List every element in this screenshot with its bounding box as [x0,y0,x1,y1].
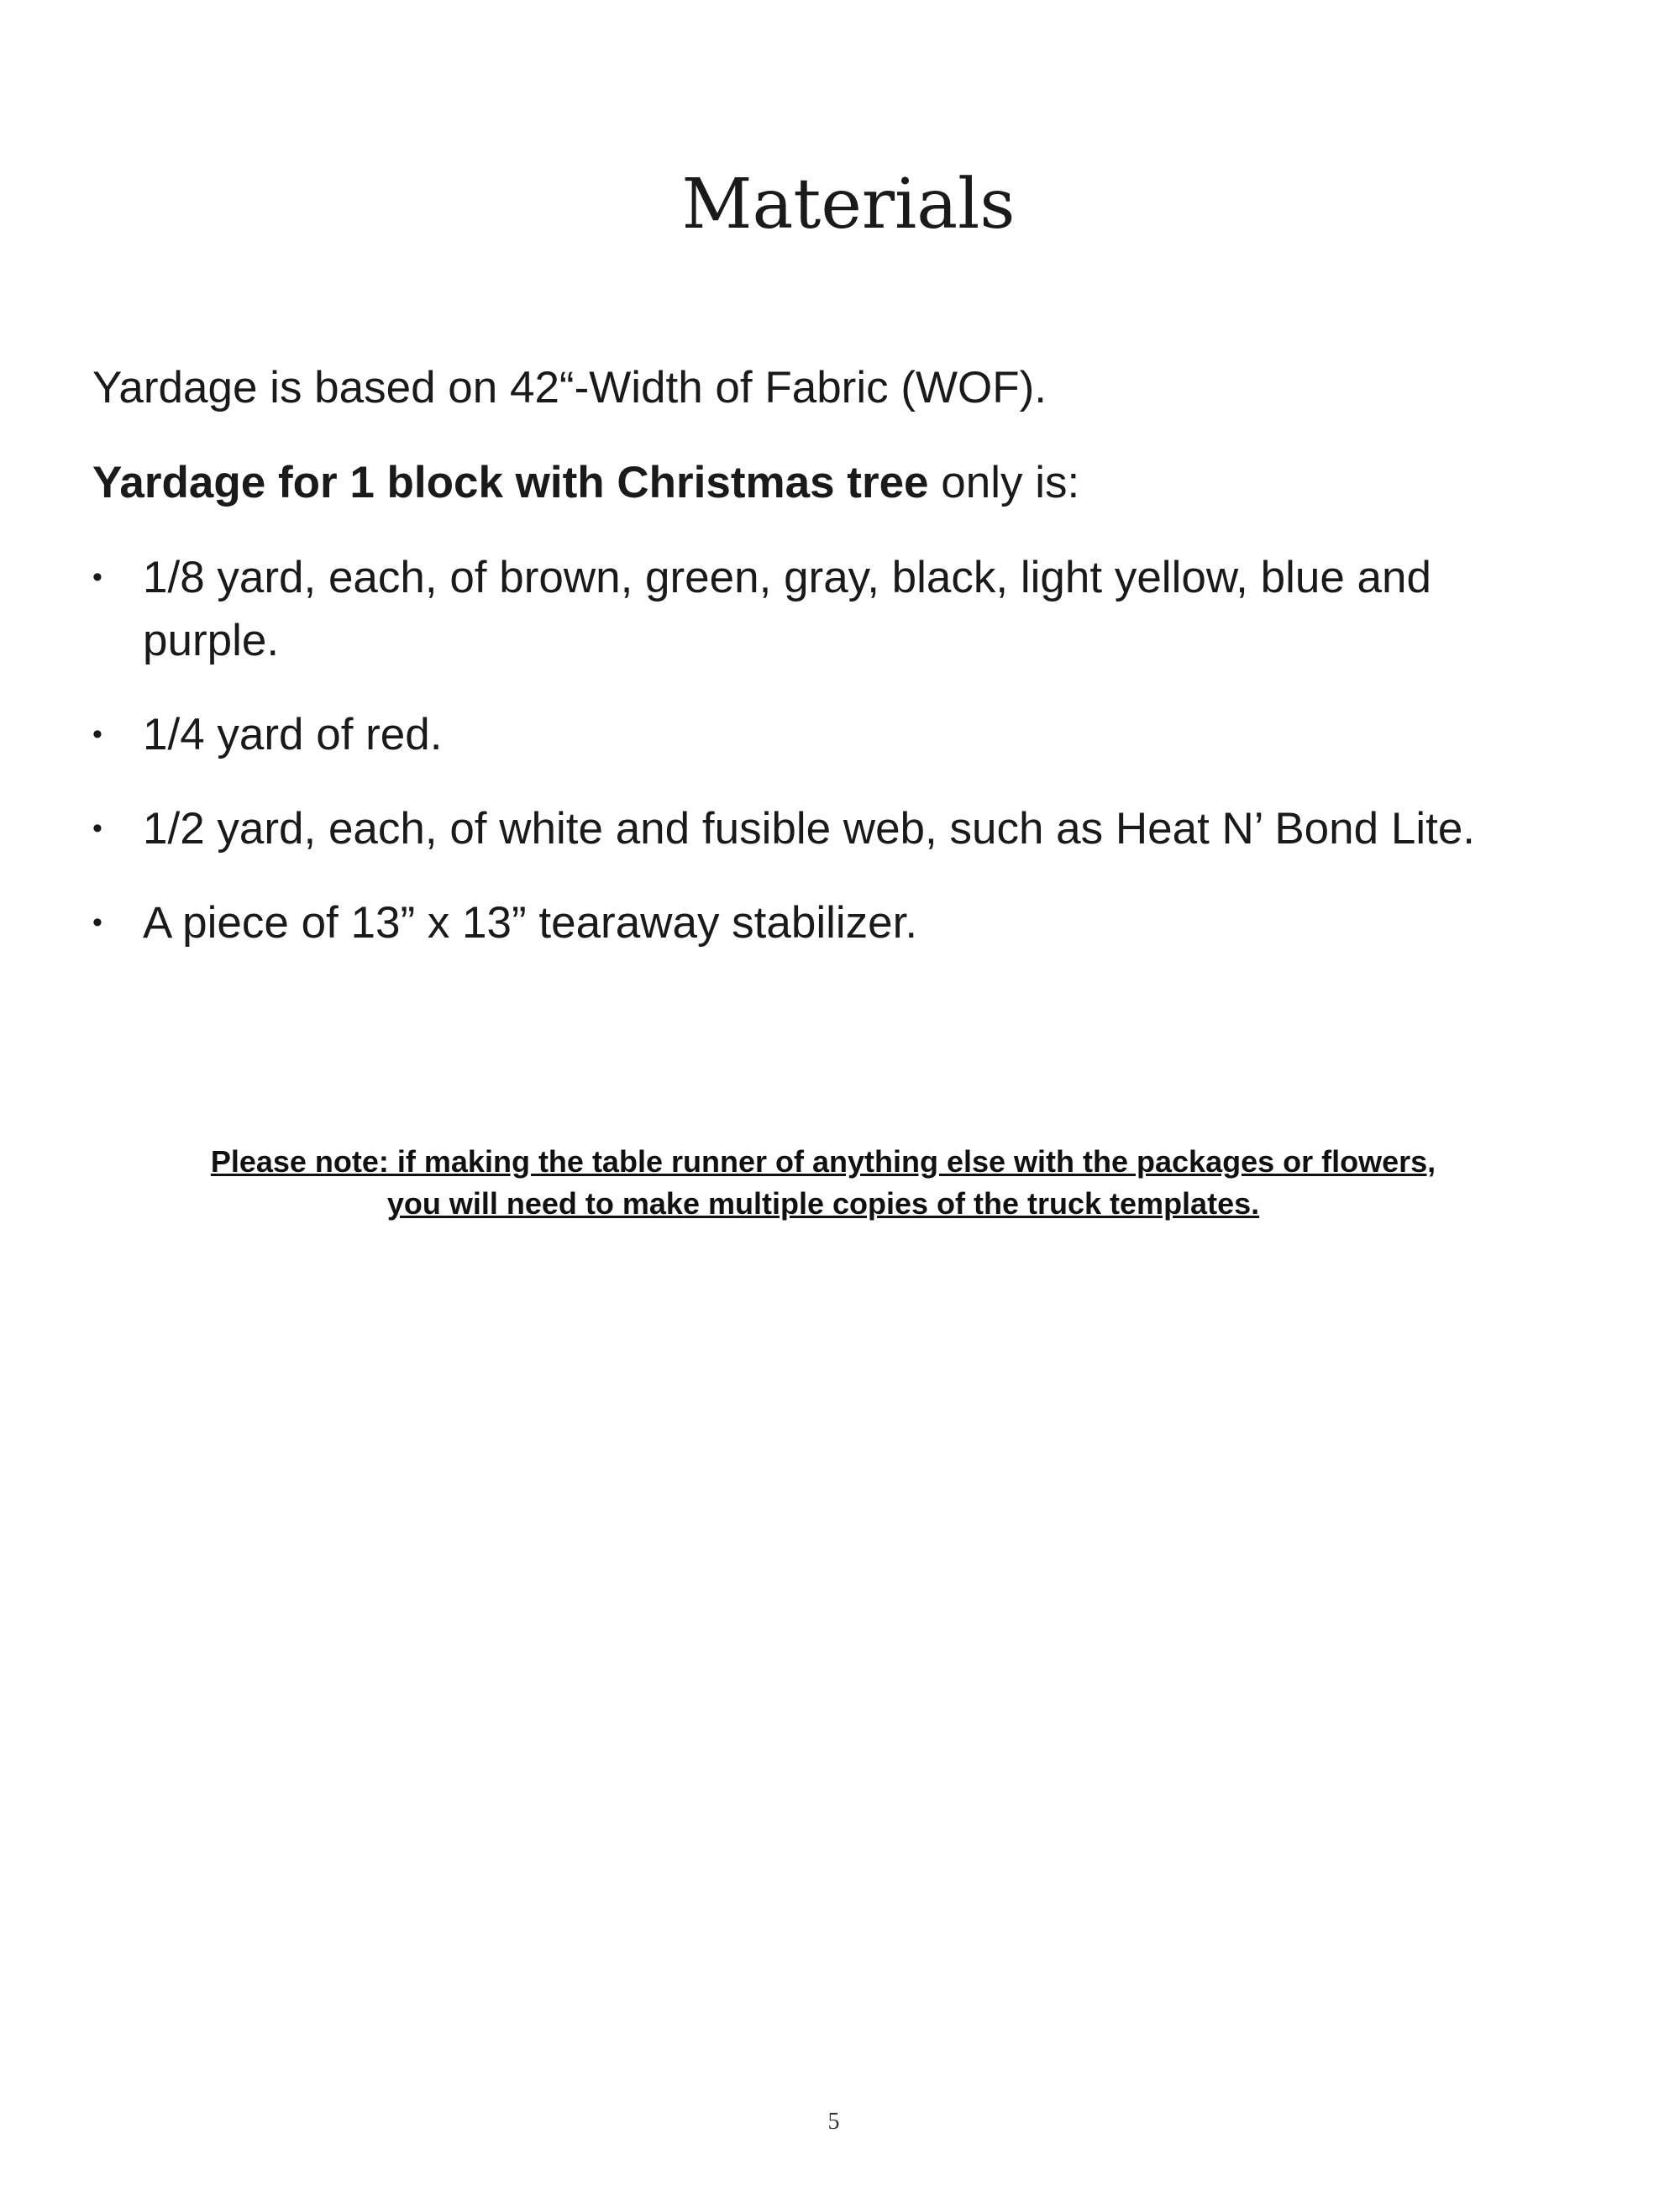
list-item [92,891,1571,954]
note-line: Please note: if making the table runner of anything else with the packages or flowers, [210,1144,1436,1179]
bullet-icon: • [92,906,102,938]
template-note [0,1141,1646,1225]
list-item [92,797,1571,860]
page-number: 5 [827,2109,840,2135]
subheading-bold: Yardage for 1 block with Christmas tree [92,458,929,507]
list-item-text: 1/8 yard, each, of brown, green, gray, black, light yellow, blue and purple. [143,553,1431,665]
list-item [92,703,1571,766]
bullet-icon: • [92,561,102,593]
bullet-icon: • [92,718,102,750]
materials-list [92,546,1571,985]
subheading-rest: only is: [928,458,1080,507]
note-line: you will need to make multiple copies of the truck templates. [386,1186,1260,1221]
yardage-subheading [92,451,1571,514]
bullet-icon: • [92,812,102,844]
list-item [92,546,1571,672]
intro-text: Yardage is based on 42“-Width of Fabric (WOF). [92,363,1047,412]
page-title: Materials [681,165,1016,244]
list-item-text: 1/2 yard, each, of white and fusible web, such as Heat N’ Bond Lite. [143,804,1476,854]
list-item-text: 1/4 yard of red. [143,710,443,759]
list-item-text: A piece of 13” x 13” tearaway stabilizer. [143,898,918,948]
